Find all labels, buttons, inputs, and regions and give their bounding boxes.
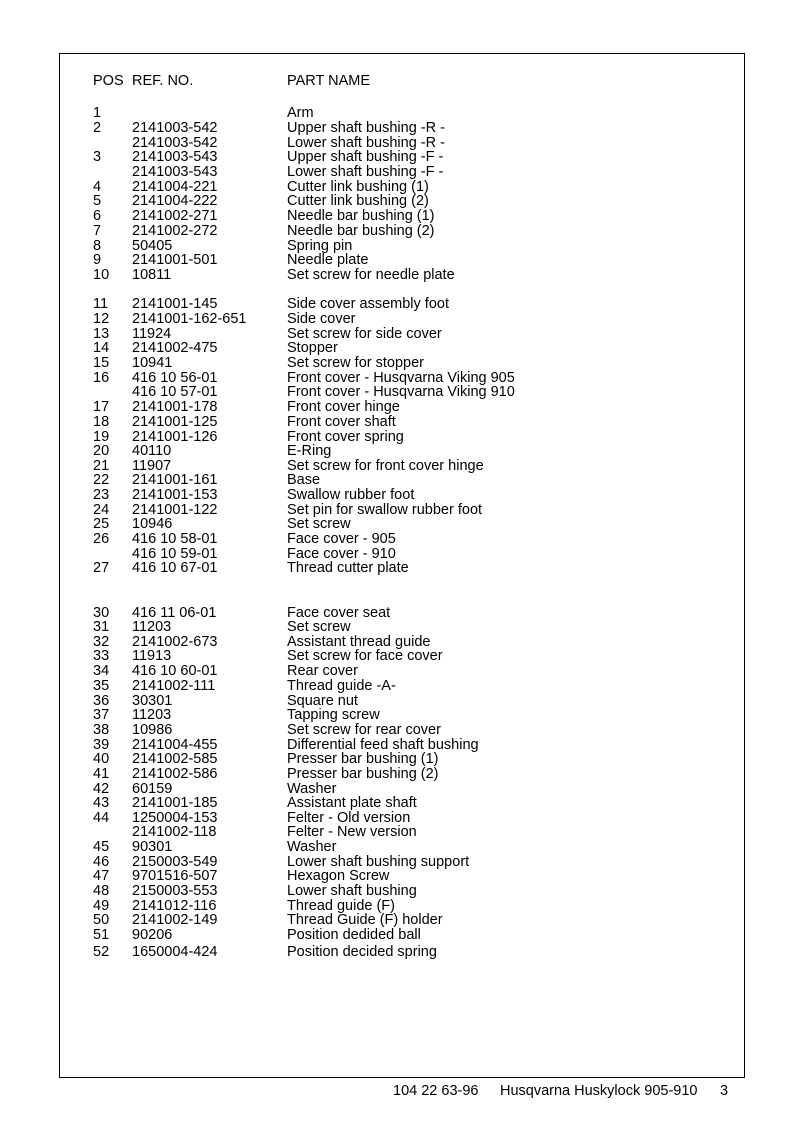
part-name: Hexagon Screw: [287, 868, 390, 884]
part-pos: 35: [93, 678, 110, 694]
part-name: Felter - Old version: [287, 810, 411, 826]
part-ref-no: 2141001-125: [132, 414, 218, 430]
part-ref-no: 11913: [132, 648, 172, 664]
part-name: Stopper: [287, 340, 338, 356]
part-name: Swallow rubber foot: [287, 487, 415, 503]
part-ref-no: 2141002-111: [132, 678, 216, 694]
part-pos: 9: [93, 252, 102, 268]
part-ref-no: 2141003-542: [132, 120, 218, 136]
part-pos: 42: [93, 781, 110, 797]
part-ref-no: 40110: [132, 443, 172, 459]
part-ref-no: 90301: [132, 839, 173, 855]
part-pos: 49: [93, 898, 110, 914]
part-pos: 21: [93, 458, 110, 474]
part-pos: 50: [93, 912, 110, 928]
part-pos: 43: [93, 795, 110, 811]
part-pos: 32: [93, 634, 110, 650]
part-pos: 23: [93, 487, 110, 503]
part-pos: 17: [93, 399, 110, 415]
part-ref-no: 2150003-549: [132, 854, 218, 870]
part-name: Face cover - 910: [287, 546, 396, 562]
part-name: Front cover - Husqvarna Viking 910: [287, 384, 515, 400]
part-name: Washer: [287, 839, 337, 855]
part-name: E-Ring: [287, 443, 332, 459]
part-pos: 14: [93, 340, 110, 356]
part-name: Set screw for side cover: [287, 326, 442, 342]
part-ref-no: 416 10 57-01: [132, 384, 218, 400]
part-ref-no: 2141004-455: [132, 737, 218, 753]
part-ref-no: 2141002-149: [132, 912, 218, 928]
part-name: Set pin for swallow rubber foot: [287, 502, 483, 518]
part-pos: 1: [93, 105, 102, 121]
part-pos: 39: [93, 737, 110, 753]
part-name: Thread cutter plate: [287, 560, 409, 576]
part-name: Rear cover: [287, 663, 358, 679]
part-ref-no: 2141001-122: [132, 502, 218, 518]
part-name: Upper shaft bushing -R -: [287, 120, 445, 136]
part-pos: 19: [93, 429, 110, 445]
part-name: Front cover - Husqvarna Viking 905: [287, 370, 515, 386]
part-name: Assistant thread guide: [287, 634, 431, 650]
part-ref-no: 60159: [132, 781, 173, 797]
part-name: Thread Guide (F) holder: [287, 912, 443, 928]
part-name: Washer: [287, 781, 337, 797]
part-pos: 38: [93, 722, 110, 738]
part-ref-no: 2141001-145: [132, 296, 218, 312]
part-pos: 2: [93, 120, 102, 136]
part-ref-no: 2141003-543: [132, 149, 218, 165]
part-ref-no: 416 10 59-01: [132, 546, 218, 562]
part-name: Upper shaft bushing -F -: [287, 149, 444, 165]
part-name: Lower shaft bushing support: [287, 854, 470, 870]
part-ref-no: 2141002-475: [132, 340, 218, 356]
part-ref-no: 2141001-161: [132, 472, 218, 488]
part-pos: 18: [93, 414, 110, 430]
part-pos: 36: [93, 693, 110, 709]
part-ref-no: 10941: [132, 355, 173, 371]
part-pos: 47: [93, 868, 110, 884]
part-ref-no: 11924: [132, 326, 172, 342]
part-pos: 40: [93, 751, 110, 767]
part-name: Lower shaft bushing -R -: [287, 135, 445, 151]
part-name: Set screw: [287, 619, 351, 635]
part-ref-no: 2141003-542: [132, 135, 218, 151]
part-ref-no: 50405: [132, 238, 173, 254]
part-ref-no: 2141001-153: [132, 487, 218, 503]
part-pos: 13: [93, 326, 110, 342]
part-pos: 31: [93, 619, 110, 635]
part-name: Set screw: [287, 516, 351, 532]
part-pos: 3: [93, 149, 102, 165]
part-ref-no: 416 11 06-01: [132, 605, 217, 621]
part-name: Lower shaft bushing -F -: [287, 164, 444, 180]
part-ref-no: 416 10 58-01: [132, 531, 218, 547]
part-ref-no: 2141004-222: [132, 193, 218, 209]
part-pos: 4: [93, 179, 102, 195]
part-pos: 52: [93, 944, 110, 960]
part-ref-no: 1250004-153: [132, 810, 218, 826]
part-ref-no: 2141002-585: [132, 751, 218, 767]
part-ref-no: 1650004-424: [132, 944, 218, 960]
part-pos: 20: [93, 443, 110, 459]
part-ref-no: 416 10 67-01: [132, 560, 218, 576]
part-name: Presser bar bushing (2): [287, 766, 439, 782]
part-ref-no: 10811: [132, 267, 172, 283]
part-name: Cutter link bushing (1): [287, 179, 429, 195]
part-pos: 6: [93, 208, 102, 224]
part-name: Presser bar bushing (1): [287, 751, 439, 767]
part-name: Set screw for rear cover: [287, 722, 441, 738]
part-pos: 26: [93, 531, 110, 547]
part-pos: 11: [93, 296, 109, 312]
part-ref-no: 11203: [132, 619, 172, 635]
part-pos: 34: [93, 663, 110, 679]
part-pos: 45: [93, 839, 110, 855]
part-pos: 30: [93, 605, 110, 621]
part-pos: 12: [93, 311, 110, 327]
part-name: Front cover shaft: [287, 414, 396, 430]
part-pos: 24: [93, 502, 110, 518]
part-pos: 25: [93, 516, 110, 532]
part-pos: 37: [93, 707, 110, 723]
part-name: Assistant plate shaft: [287, 795, 417, 811]
footer-page-number: 3: [720, 1083, 729, 1099]
part-ref-no: 2141002-673: [132, 634, 218, 650]
part-pos: 27: [93, 560, 110, 576]
part-pos: 15: [93, 355, 110, 371]
part-name: Square nut: [287, 693, 358, 709]
footer-doc-number: 104 22 63-96: [393, 1083, 479, 1099]
part-ref-no: 90206: [132, 927, 173, 943]
part-ref-no: 2141002-586: [132, 766, 218, 782]
part-name: Set screw for face cover: [287, 648, 443, 664]
part-ref-no: 2141001-501: [132, 252, 218, 268]
part-ref-no: 416 10 60-01: [132, 663, 218, 679]
part-pos: 10: [93, 267, 110, 283]
part-name: Needle bar bushing (2): [287, 223, 435, 239]
part-ref-no: 11907: [132, 458, 172, 474]
part-ref-no: 2141003-543: [132, 164, 218, 180]
part-ref-no: 416 10 56-01: [132, 370, 218, 386]
part-name: Side cover assembly foot: [287, 296, 449, 312]
part-name: Set screw for stopper: [287, 355, 424, 371]
part-ref-no: 11203: [132, 707, 172, 723]
part-pos: 5: [93, 193, 102, 209]
part-name: Position decided spring: [287, 944, 437, 960]
part-name: Arm: [287, 105, 314, 121]
part-ref-no: 2141001-126: [132, 429, 218, 445]
part-name: Base: [287, 472, 321, 488]
part-name: Cutter link bushing (2): [287, 193, 429, 209]
header-pos: POS: [93, 73, 124, 89]
part-name: Spring pin: [287, 238, 353, 254]
part-pos: 51: [93, 927, 110, 943]
part-name: Face cover seat: [287, 605, 391, 621]
part-name: Differential feed shaft bushing: [287, 737, 479, 753]
part-ref-no: 2141002-271: [132, 208, 218, 224]
part-ref-no: 10946: [132, 516, 173, 532]
part-ref-no: 2141001-162-651: [132, 311, 247, 327]
footer-title: Husqvarna Huskylock 905-910: [500, 1083, 698, 1099]
part-name: Front cover hinge: [287, 399, 400, 415]
part-name: Front cover spring: [287, 429, 404, 445]
part-ref-no: 2141001-178: [132, 399, 218, 415]
part-ref-no: 2141002-272: [132, 223, 218, 239]
part-pos: 46: [93, 854, 110, 870]
part-pos: 16: [93, 370, 110, 386]
part-pos: 8: [93, 238, 102, 254]
part-name: Set screw for front cover hinge: [287, 458, 484, 474]
part-pos: 22: [93, 472, 110, 488]
part-name: Thread guide -A-: [287, 678, 396, 694]
part-name: Lower shaft bushing: [287, 883, 417, 899]
part-ref-no: 2141012-116: [132, 898, 217, 914]
part-ref-no: 2141002-118: [132, 824, 217, 840]
part-ref-no: 9701516-507: [132, 868, 218, 884]
part-pos: 41: [93, 766, 110, 782]
part-name: Position dedided ball: [287, 927, 421, 943]
part-pos: 48: [93, 883, 110, 899]
part-name: Set screw for needle plate: [287, 267, 455, 283]
part-pos: 33: [93, 648, 110, 664]
part-name: Face cover - 905: [287, 531, 396, 547]
part-ref-no: 10986: [132, 722, 173, 738]
part-name: Felter - New version: [287, 824, 417, 840]
header-ref-no: REF. NO.: [132, 73, 194, 89]
part-pos: 7: [93, 223, 102, 239]
part-ref-no: 2141004-221: [132, 179, 218, 195]
part-name: Needle plate: [287, 252, 369, 268]
part-name: Side cover: [287, 311, 356, 327]
part-name: Needle bar bushing (1): [287, 208, 435, 224]
part-pos: 44: [93, 810, 110, 826]
part-name: Tapping screw: [287, 707, 380, 723]
part-ref-no: 30301: [132, 693, 173, 709]
part-ref-no: 2150003-553: [132, 883, 218, 899]
part-ref-no: 2141001-185: [132, 795, 218, 811]
part-name: Thread guide (F): [287, 898, 395, 914]
header-part-name: PART NAME: [287, 73, 370, 89]
